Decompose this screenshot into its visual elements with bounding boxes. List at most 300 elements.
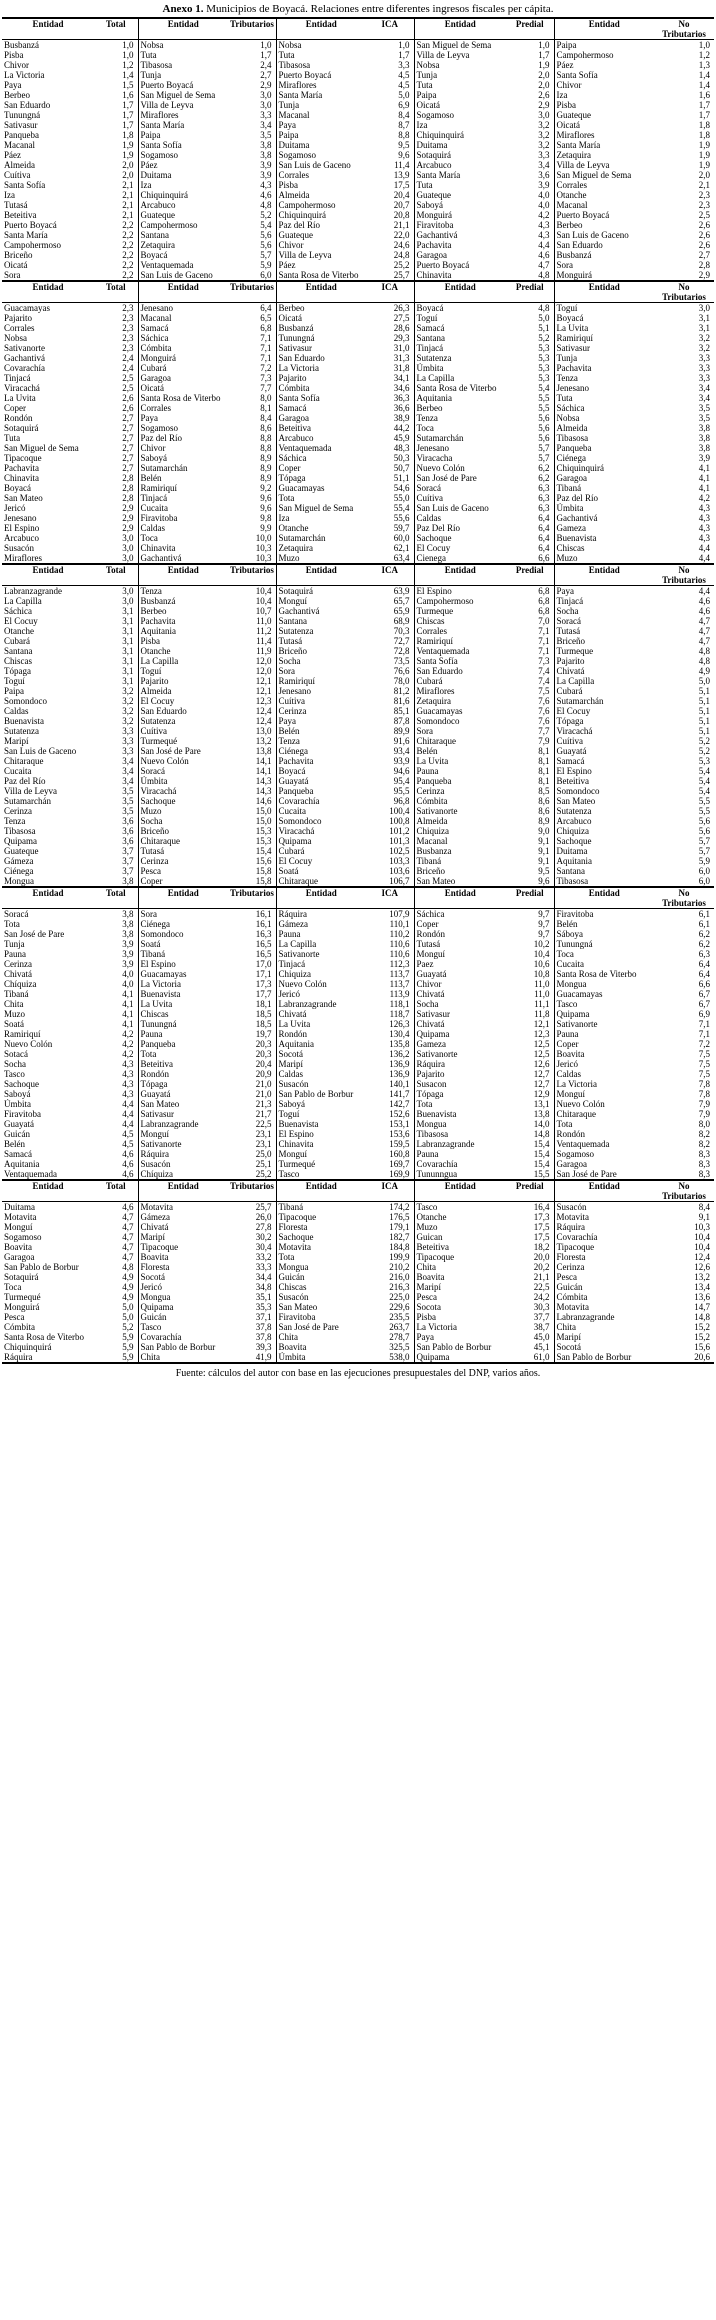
entity-cell: Aquitania (276, 1039, 366, 1049)
entity-cell: Cuítiva (276, 696, 366, 706)
value-cell: 12,3 (533, 1029, 550, 1039)
entity-cell: Chiquinquirá (554, 463, 654, 473)
entity-cell: Pauna (138, 1029, 228, 1039)
value-cell: 6,6 (698, 979, 710, 989)
value-cell: 7,1 (538, 646, 550, 656)
table-row (2, 949, 714, 959)
table-row (2, 756, 714, 766)
entity-cell: Susacón (554, 1202, 654, 1213)
table-row (2, 260, 714, 270)
value-cell: 5,3 (538, 363, 550, 373)
value-cell: 1,4 (122, 70, 134, 80)
entity-cell: San Pablo de Borbur (138, 1342, 228, 1352)
entity-cell: Cienega (414, 553, 506, 564)
value-cell: 11,2 (256, 626, 272, 636)
value-cell: 10,4 (694, 1232, 710, 1242)
value-cell: 3,4 (122, 776, 134, 786)
column-header: Entidad (2, 887, 94, 909)
entity-cell: Tenza (4, 816, 26, 826)
value-cell: 81,6 (393, 696, 410, 706)
table-row (2, 443, 714, 453)
entity-cell: El Espino (138, 959, 228, 969)
value-cell: 538,0 (366, 1352, 414, 1363)
value-cell: 8,1 (538, 776, 550, 786)
value-cell: 2,7 (122, 443, 134, 453)
value-cell: 5,6 (260, 230, 272, 240)
value-cell: 4,6 (698, 606, 710, 616)
entity-cell: Socotá (554, 1342, 654, 1352)
column-header: Entidad (138, 887, 228, 909)
entity-cell: Susacón (138, 1159, 228, 1169)
value-cell: 110,1 (389, 919, 410, 929)
value-cell: 3,3 (260, 110, 272, 120)
entity-cell: Motavita (276, 1242, 366, 1252)
value-cell: 5,3 (538, 353, 550, 363)
value-cell: 7,5 (698, 1049, 710, 1059)
value-cell: 2,7 (122, 463, 134, 473)
entity-cell: Paipa (138, 130, 228, 140)
entity-cell: Beteitiva (4, 210, 37, 220)
entity-cell: Pajarito (414, 1069, 506, 1079)
entity-cell: Pesca (414, 1292, 506, 1302)
value-cell: 25,7 (366, 270, 414, 281)
value-cell: 17,5 (533, 1222, 550, 1232)
value-cell: 13,0 (255, 726, 272, 736)
value-cell: 8,6 (260, 423, 272, 433)
table-row (2, 616, 714, 626)
value-cell: 3,5 (122, 806, 134, 816)
column-header: Entidad (138, 1180, 228, 1202)
entity-cell: Gachantivá (554, 513, 654, 523)
value-cell: 2,1 (122, 180, 134, 190)
table-row (2, 959, 714, 969)
value-cell: 5,1 (698, 726, 710, 736)
entity-cell: Caldas (554, 1069, 654, 1079)
value-cell: 2,7 (698, 250, 710, 260)
entity-cell: Santa Sofía (4, 180, 46, 190)
value-cell: 85,1 (393, 706, 410, 716)
entity-cell: Coper (554, 1039, 654, 1049)
value-cell: 68,9 (393, 616, 410, 626)
entity-cell: Miraflores (138, 110, 228, 120)
entity-cell: Aquitania (138, 626, 228, 636)
value-cell: 14,6 (255, 796, 272, 806)
value-cell: 4,2 (698, 493, 710, 503)
entity-cell: Otanche (276, 523, 366, 533)
table-block (2, 887, 714, 1180)
table-row (2, 200, 714, 210)
entity-cell: Villa de Leyva (276, 250, 366, 260)
entity-cell: Socha (138, 816, 228, 826)
value-cell: 37,8 (255, 1322, 272, 1332)
entity-cell: Tibasosa (138, 60, 228, 70)
annex-title-prefix: Anexo 1. (162, 3, 204, 15)
value-cell: 3,2 (538, 130, 550, 140)
value-cell: 5,9 (122, 1342, 134, 1352)
column-header: Entidad (276, 281, 366, 303)
table-row (2, 423, 714, 433)
value-cell: 2,7 (122, 433, 134, 443)
table-row (2, 706, 714, 716)
value-cell: 6,7 (698, 999, 710, 1009)
entity-cell: Santana (276, 616, 366, 626)
entity-cell: Sáboya (554, 929, 654, 939)
value-cell: 20,7 (393, 200, 410, 210)
entity-cell: Ramiriquí (276, 676, 366, 686)
value-cell: 61,0 (506, 1352, 554, 1363)
value-cell: 7,9 (698, 1109, 710, 1119)
value-cell: 2,7 (122, 423, 134, 433)
value-cell: 45,0 (533, 1332, 550, 1342)
value-cell: 11,0 (534, 979, 550, 989)
entity-cell: Soracá (414, 483, 506, 493)
value-cell: 21,1 (393, 220, 410, 230)
entity-cell: Busbanzá (4, 40, 39, 50)
entity-cell: Sogamoso (276, 150, 366, 160)
entity-cell: Oicatá (554, 120, 654, 130)
value-cell: 2,0 (122, 160, 134, 170)
entity-cell: Ciénega (276, 746, 366, 756)
value-cell: 37,1 (255, 1312, 272, 1322)
column-header: Entidad (554, 281, 654, 303)
entity-cell: Covarachía (4, 363, 45, 373)
value-cell: 4,1 (122, 999, 134, 1009)
value-cell: 8,2 (698, 1139, 710, 1149)
value-cell: 4,7 (122, 1252, 134, 1262)
entity-cell: Pauna (4, 949, 26, 959)
entity-cell: Campohermoso (4, 240, 61, 250)
entity-cell: Pachavita (276, 756, 366, 766)
entity-cell: Soatá (138, 939, 228, 949)
value-cell: 3,3 (698, 363, 710, 373)
table-row (2, 463, 714, 473)
value-cell: 5,9 (122, 1332, 134, 1342)
entity-cell: Briceño (554, 636, 654, 646)
annex-tables (0, 17, 716, 1364)
entity-cell: Sutamarchán (554, 696, 654, 706)
entity-cell: Sativanorte (554, 1019, 654, 1029)
entity-cell: Tinjacá (554, 596, 654, 606)
entity-cell: Nobsa (276, 40, 366, 51)
table-row (2, 140, 714, 150)
table-row (2, 110, 714, 120)
value-cell: 28,6 (393, 323, 410, 333)
entity-cell: Boavita (138, 1252, 228, 1262)
value-cell: 1,4 (698, 80, 710, 90)
table-row (2, 323, 714, 333)
column-header: Predial (506, 887, 554, 909)
value-cell: 5,3 (538, 343, 550, 353)
entity-cell: Viracachá (276, 826, 366, 836)
table-row (2, 40, 714, 51)
value-cell: 8,3 (698, 1149, 710, 1159)
column-header: Entidad (276, 564, 366, 586)
entity-cell: San Luis de Gaceno (276, 160, 366, 170)
entity-cell: Tipacoque (138, 1242, 228, 1252)
entity-cell: Tinjacá (414, 343, 506, 353)
value-cell: 3,2 (538, 140, 550, 150)
entity-cell: Iza (276, 513, 366, 523)
value-cell: 3,5 (698, 413, 710, 423)
value-cell: 36,3 (393, 393, 410, 403)
entity-cell: Socotá (276, 1049, 366, 1059)
entity-cell: Paez (414, 959, 506, 969)
value-cell: 4,7 (122, 1212, 134, 1222)
entity-cell: Paz Del Río (414, 523, 506, 533)
entity-cell: Santa Rosa de Viterbo (276, 270, 366, 281)
value-cell: 8,7 (398, 120, 410, 130)
entity-cell: Susacon (414, 1079, 506, 1089)
entity-cell: San Eduardo (414, 666, 506, 676)
value-cell: 20,3 (255, 1039, 272, 1049)
entity-cell: Boavita (4, 1242, 32, 1252)
value-cell: 225,0 (389, 1292, 410, 1302)
value-cell: 4,6 (122, 1149, 134, 1159)
value-cell: 5,6 (260, 240, 272, 250)
table-row (2, 180, 714, 190)
entity-cell: Socha (276, 656, 366, 666)
value-cell: 1,0 (260, 40, 272, 50)
table-row (2, 1212, 714, 1222)
entity-cell: Cómbita (554, 1292, 654, 1302)
value-cell: 2,6 (538, 90, 550, 100)
entity-cell: La Victoria (138, 979, 228, 989)
entity-cell: San Mateo (276, 1302, 366, 1312)
entity-cell: Jericó (276, 989, 366, 999)
entity-cell: Puerto Boyacá (414, 260, 506, 270)
entity-cell: Iza (138, 180, 228, 190)
value-cell: 8,4 (260, 413, 272, 423)
entity-cell: Labranzagrande (414, 1139, 506, 1149)
entity-cell: Chiquinquirá (138, 190, 228, 200)
value-cell: 15,4 (533, 1149, 550, 1159)
entity-cell: Cubará (276, 846, 366, 856)
value-cell: 4,3 (122, 1059, 134, 1069)
entity-cell: Chiquiza (276, 969, 366, 979)
value-cell: 17,3 (255, 979, 272, 989)
value-cell: 22,5 (255, 1119, 272, 1129)
table-row (2, 1009, 714, 1019)
value-cell: 3,9 (260, 160, 272, 170)
value-cell: 14,3 (255, 776, 272, 786)
value-cell: 3,9 (122, 939, 134, 949)
table-row (2, 1342, 714, 1352)
entity-cell: Pachavita (414, 240, 506, 250)
entity-cell: Motavita (554, 1212, 654, 1222)
column-header: Entidad (554, 564, 654, 586)
table-row (2, 1332, 714, 1342)
value-cell: 216,0 (389, 1272, 410, 1282)
entity-cell: Cucaita (138, 503, 228, 513)
value-cell: 6,8 (538, 606, 550, 616)
entity-cell: Pajarito (276, 373, 366, 383)
table-row (2, 1262, 714, 1272)
value-cell: 3,0 (538, 110, 550, 120)
column-header: ICA (366, 18, 414, 40)
value-cell: 1,0 (538, 40, 550, 50)
entity-cell: Sutatenza (414, 353, 506, 363)
value-cell: 9,8 (260, 513, 272, 523)
value-cell: 136,2 (389, 1049, 410, 1059)
entity-cell: Saboyá (414, 200, 506, 210)
value-cell: 9,1 (538, 836, 550, 846)
entity-cell: Soracá (4, 909, 29, 919)
source-note: Fuente: cálculos del autor con base en las ejecuciones presupuestales del DNP, varios años. (175, 1368, 541, 1379)
value-cell: 78,0 (393, 676, 410, 686)
value-cell: 7,6 (538, 696, 550, 706)
entity-cell: Jenesano (276, 686, 366, 696)
entity-cell: Tenza (554, 373, 654, 383)
value-cell: 10,4 (694, 1242, 710, 1252)
table-row (2, 676, 714, 686)
entity-cell: Santa María (414, 170, 506, 180)
entity-cell: Tópaga (4, 666, 31, 676)
value-cell: 3,2 (122, 716, 134, 726)
table-row (2, 543, 714, 553)
entity-cell: Arcabuco (138, 200, 228, 210)
entity-cell: Puerto Boyacá (554, 210, 654, 220)
value-cell: 41,9 (228, 1352, 276, 1363)
entity-cell: Pachavita (554, 363, 654, 373)
entity-cell: Belén (554, 919, 654, 929)
table-row (2, 413, 714, 423)
value-cell: 2,2 (122, 240, 134, 250)
value-cell: 113,9 (389, 989, 410, 999)
table-row (2, 1159, 714, 1169)
value-cell: 5,5 (538, 403, 550, 413)
table-row (2, 150, 714, 160)
value-cell: 3,2 (122, 686, 134, 696)
column-header: Entidad (2, 564, 94, 586)
value-cell: 93,4 (393, 746, 410, 756)
entity-cell: Labranzagrande (138, 1119, 228, 1129)
entity-cell: Socha (4, 1059, 26, 1069)
table-row (2, 130, 714, 140)
value-cell: 8,1 (538, 746, 550, 756)
value-cell: 2,3 (122, 323, 134, 333)
table-row (2, 1312, 714, 1322)
value-cell: 3,1 (698, 323, 710, 333)
value-cell: 2,0 (698, 170, 710, 180)
table-row (2, 656, 714, 666)
entity-cell: Paipa (4, 686, 24, 696)
value-cell: 4,7 (122, 1232, 134, 1242)
entity-cell: Sutamarchán (4, 796, 51, 806)
entity-cell: Corrales (554, 180, 654, 190)
value-cell: 20,4 (255, 1059, 272, 1069)
value-cell: 6,1 (698, 919, 710, 929)
entity-cell: Guateque (4, 846, 39, 856)
value-cell: 18,1 (255, 999, 272, 1009)
column-header: Total (94, 281, 138, 303)
entity-cell: Buenavista (276, 1119, 366, 1129)
value-cell: 10,3 (228, 553, 276, 564)
entity-cell: Paya (414, 1332, 506, 1342)
entity-cell: Cubará (414, 676, 506, 686)
value-cell: 2,9 (260, 80, 272, 90)
entity-cell: Jericó (138, 1282, 228, 1292)
entity-cell: Viracacha (414, 453, 506, 463)
table-row (2, 90, 714, 100)
value-cell: 7,1 (260, 343, 272, 353)
entity-cell: Tunja (554, 353, 654, 363)
entity-cell: Panqueba (4, 130, 39, 140)
value-cell: 4,4 (538, 240, 550, 250)
value-cell: 5,5 (538, 393, 550, 403)
entity-cell: Tibasosa (554, 876, 654, 887)
entity-cell: Chiscas (276, 1282, 366, 1292)
entity-cell: Toca (138, 533, 228, 543)
entity-cell: Santa Rosa de Viterbo (554, 969, 654, 979)
entity-cell: Quipama (414, 1029, 506, 1039)
column-header: Entidad (414, 281, 506, 303)
entity-cell: Sativanorte (4, 343, 45, 353)
value-cell: 5,7 (538, 443, 550, 453)
table-row (2, 846, 714, 856)
entity-cell: Ráquira (2, 1352, 94, 1363)
value-cell: 6,2 (698, 939, 710, 949)
value-cell: 2,3 (122, 343, 134, 353)
entity-cell: Guacamayas (414, 706, 506, 716)
entity-cell: Socota (414, 1302, 506, 1312)
entity-cell: La Victoria (276, 363, 366, 373)
entity-cell: Pajarito (4, 313, 32, 323)
entity-cell: Tunungná (138, 1019, 228, 1029)
value-cell: 9,7 (538, 929, 550, 939)
entity-cell: Guacamayas (138, 969, 228, 979)
value-cell: 17,7 (255, 989, 272, 999)
entity-cell: Turmequé (138, 736, 228, 746)
table-row (2, 969, 714, 979)
value-cell: 9,9 (260, 523, 272, 533)
value-cell: 7,9 (698, 1099, 710, 1109)
table-row (2, 1119, 714, 1129)
entity-cell: Otanche (414, 1212, 506, 1222)
value-cell: 24,2 (533, 1292, 550, 1302)
table-row (2, 1292, 714, 1302)
entity-cell: Guacamayas (4, 303, 50, 313)
value-cell: 7,5 (698, 1069, 710, 1079)
entity-cell: Guicán (4, 1129, 30, 1139)
annex-title (0, 3, 716, 15)
table-row (2, 220, 714, 230)
entity-cell: Macanal (138, 313, 228, 323)
entity-cell: Boavita (276, 1342, 366, 1352)
entity-cell: Buenavista (414, 1109, 506, 1119)
entity-cell: Tunja (138, 70, 228, 80)
entity-cell: Chita (554, 1322, 654, 1332)
value-cell: 136,9 (389, 1069, 410, 1079)
value-cell: 5,0 (398, 90, 410, 100)
entity-cell: Chiquinquirá (4, 1342, 52, 1352)
value-cell: 5,4 (538, 383, 550, 393)
entity-cell: Chivor (4, 60, 30, 70)
value-cell: 11,9 (256, 646, 272, 656)
value-cell: 5,0 (538, 313, 550, 323)
table-row (2, 1272, 714, 1282)
table-row (2, 190, 714, 200)
entity-cell: Jericó (4, 503, 26, 513)
value-cell: 1,4 (698, 70, 710, 80)
entity-cell: Tenza (276, 736, 366, 746)
entity-cell: Tota (4, 919, 20, 929)
value-cell: 37,7 (533, 1312, 550, 1322)
entity-cell: Toguí (414, 313, 506, 323)
entity-cell: Macanal (414, 836, 506, 846)
value-cell: 5,4 (698, 776, 710, 786)
entity-cell: Duitama (414, 140, 506, 150)
value-cell: 3,0 (260, 100, 272, 110)
